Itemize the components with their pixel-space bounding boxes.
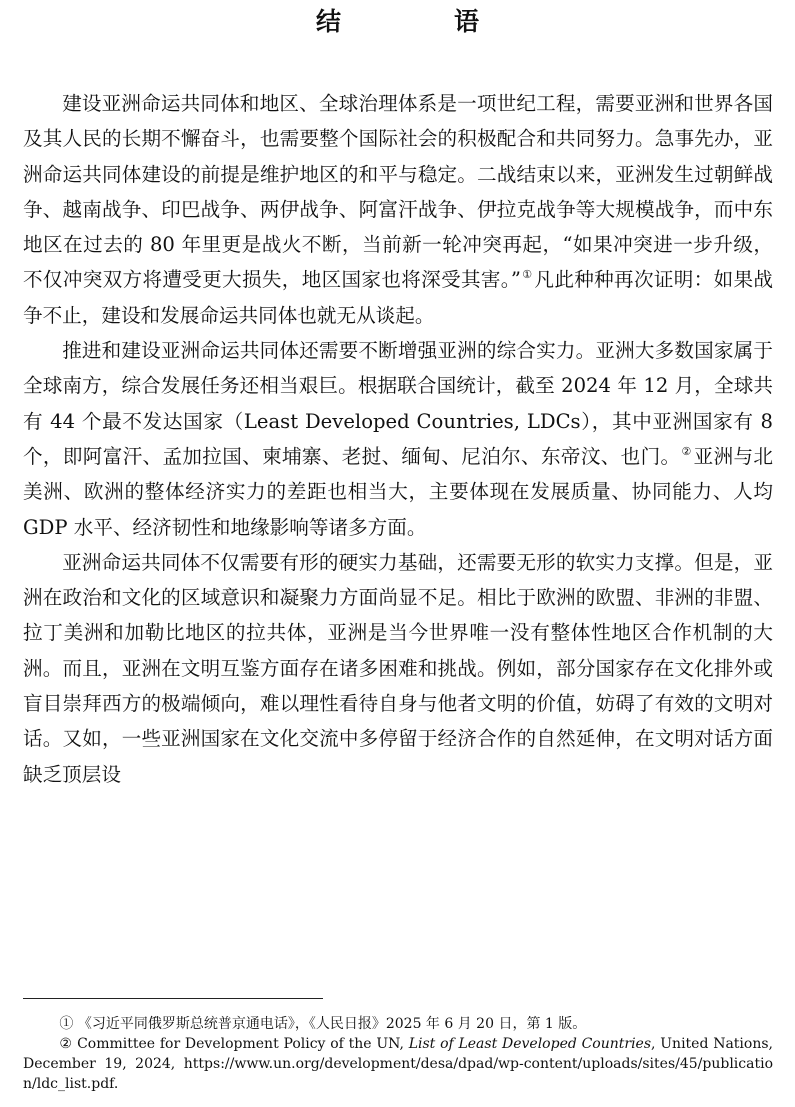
paragraph-2-text-a: 推进和建设亚洲命运共同体还需要不断增强亚洲的综合实力。亚洲大多数国家属于全球南方，综合发展任务还相当艰巨。根据联合国统计，截至 2024 年 12 月，全球共有 44 个最不发达国家（Least Developed Countries, LDCs），其中亚洲国家有 8 个，即阿富汗、孟加拉国、柬埔寨、老挝、缅甸、尼泊尔、东帝汶、也门。 bbox=[23, 339, 773, 468]
footnote-1-text: 《习近平同俄罗斯总统普京通电话》，《人民日报》2025 年 6 月 20 日，第 1 版。 bbox=[77, 1016, 587, 1032]
footnote-2-prefix: Committee for Development Policy of the UN, bbox=[77, 1036, 404, 1052]
paragraph-1-text-b: 凡此种种再次证明：如果战争不止，建设和发展命运共同体也就无从谈起。 bbox=[23, 268, 774, 327]
body-text bbox=[23, 86, 773, 792]
footnote-1 bbox=[23, 1014, 773, 1034]
footnote-2-marker: ② bbox=[59, 1036, 73, 1052]
footnote-1-marker: ① bbox=[59, 1016, 74, 1032]
paragraph-3: 亚洲命运共同体不仅需要有形的硬实力基础，还需要无形的软实力支撑。但是，亚洲在政治和文化的区域意识和凝聚力方面尚显不足。相比于欧洲的欧盟、非洲的非盟、拉丁美洲和加勒比地区的拉共体，亚洲是当今世界唯一没有整体性地区合作机制的大洲。而且，亚洲在文明互鉴方面存在诸多困难和挑战。例如，部分国家存在文化排外或盲目崇拜西方的极端倾向，难以理性看待自身与他者文明的价值，妨碍了有效的文明对话。又如，一些亚洲国家在文化交流中多停留于经济合作的自然延伸，在文明对话方面缺乏顶层设 bbox=[23, 550, 773, 786]
footnote-2-url[interactable]: https://www.un.org/development/desa/dpad/wp-content/uploads/sites/45/publication/ldc_list.pdf. bbox=[23, 1056, 773, 1092]
footnote-ref-2[interactable]: ② bbox=[681, 444, 692, 458]
footnote-2-suffix: , United Nations, December 19, 2024, bbox=[23, 1036, 773, 1072]
page-title: 结 语 bbox=[315, 7, 523, 36]
paragraph-2 bbox=[23, 333, 773, 545]
footnote-divider bbox=[23, 998, 323, 999]
footnote-2 bbox=[23, 1034, 773, 1094]
paragraph-1 bbox=[23, 86, 773, 333]
footnotes bbox=[23, 1014, 773, 1094]
paragraph-1-text-a: 建设亚洲命运共同体和地区、全球治理体系是一项世纪工程，需要亚洲和世界各国及其人民的长期不懈奋斗，也需要整个国际社会的积极配合和共同努力。急事先办，亚洲命运共同体建设的前提是维护地区的和平与稳定。二战结束以来，亚洲发生过朝鲜战争、越南战争、印巴战争、两伊战争、阿富汗战争、伊拉克战争等大规模战争，而中东地区在过去的 80 年里更是战火不断，当前新一轮冲突再起，“如果冲突进一步升级，不仅冲突双方将遭受更大损失，地区国家也将深受其害。” bbox=[23, 92, 773, 292]
paragraph-2-text-b: 亚洲与北美洲、欧洲的整体经济实力的差距也相当大，主要体现在发展质量、协同能力、人均 GDP 水平、经济韧性和地缘影响等诸多方面。 bbox=[23, 444, 774, 539]
footnote-2-title: List of Least Developed Countries bbox=[408, 1036, 652, 1052]
footnote-ref-1[interactable]: ① bbox=[521, 268, 533, 282]
